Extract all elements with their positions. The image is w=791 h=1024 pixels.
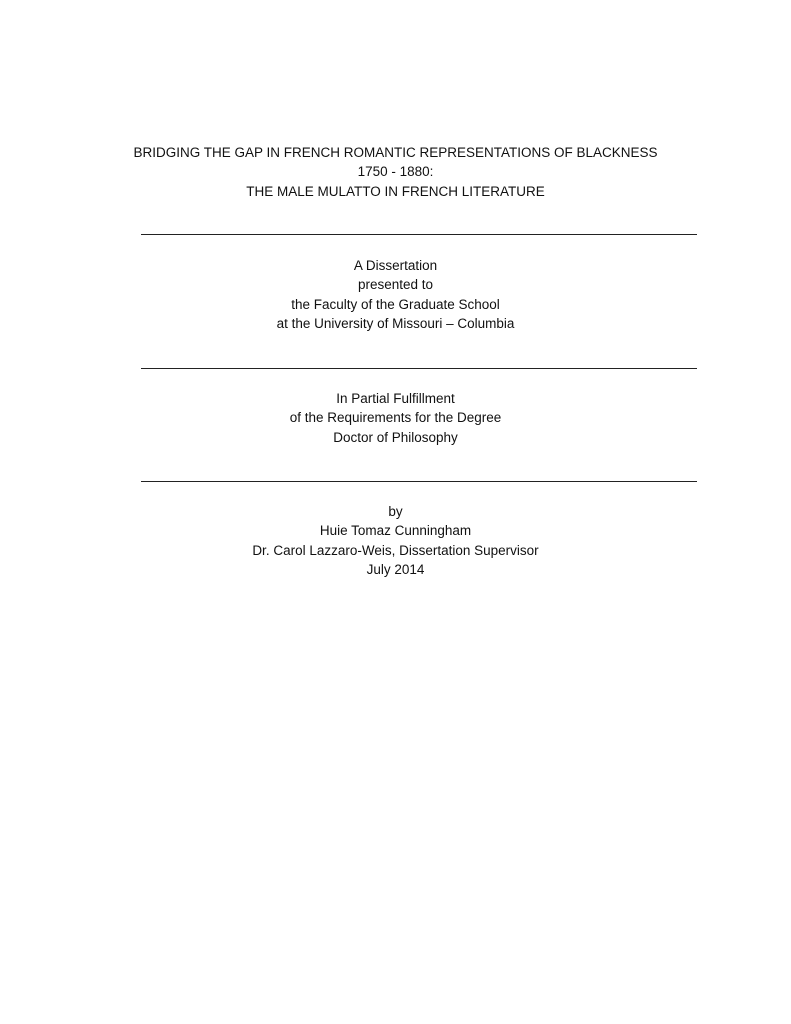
presentation-line-3: the Faculty of the Graduate School [291, 296, 500, 312]
by-label: by [388, 504, 403, 519]
presentation-line-2: presented to [357, 277, 434, 293]
separator-rule [141, 481, 697, 482]
supervisor-name: Dr. Carol Lazzaro-Weis, Dissertation Supervisor [252, 542, 539, 558]
dissertation-title [0, 143, 791, 201]
title-line-3: THE MALE MULATTO IN FRENCH LITERATURE [246, 183, 545, 199]
presentation-line-4: at the University of Missouri – Columbia [276, 315, 515, 331]
presentation-statement [0, 256, 791, 333]
title-line-2: 1750 - 1880: [357, 164, 434, 180]
presentation-line-1: A Dissertation [353, 258, 438, 273]
author-name: Huie Tomaz Cunningham [319, 523, 472, 539]
separator-rule [141, 368, 697, 369]
fulfillment-line-1: In Partial Fulfillment [336, 391, 455, 406]
degree-name: Doctor of Philosophy [333, 429, 458, 445]
submission-date: July 2014 [366, 561, 425, 577]
title-line-1: BRIDGING THE GAP IN FRENCH ROMANTIC REPRESENTATIONS OF BLACKNESS [133, 145, 658, 160]
separator-rule [141, 234, 697, 235]
author-block [0, 502, 791, 579]
degree-statement [0, 389, 791, 447]
fulfillment-line-2: of the Requirements for the Degree [289, 410, 502, 426]
